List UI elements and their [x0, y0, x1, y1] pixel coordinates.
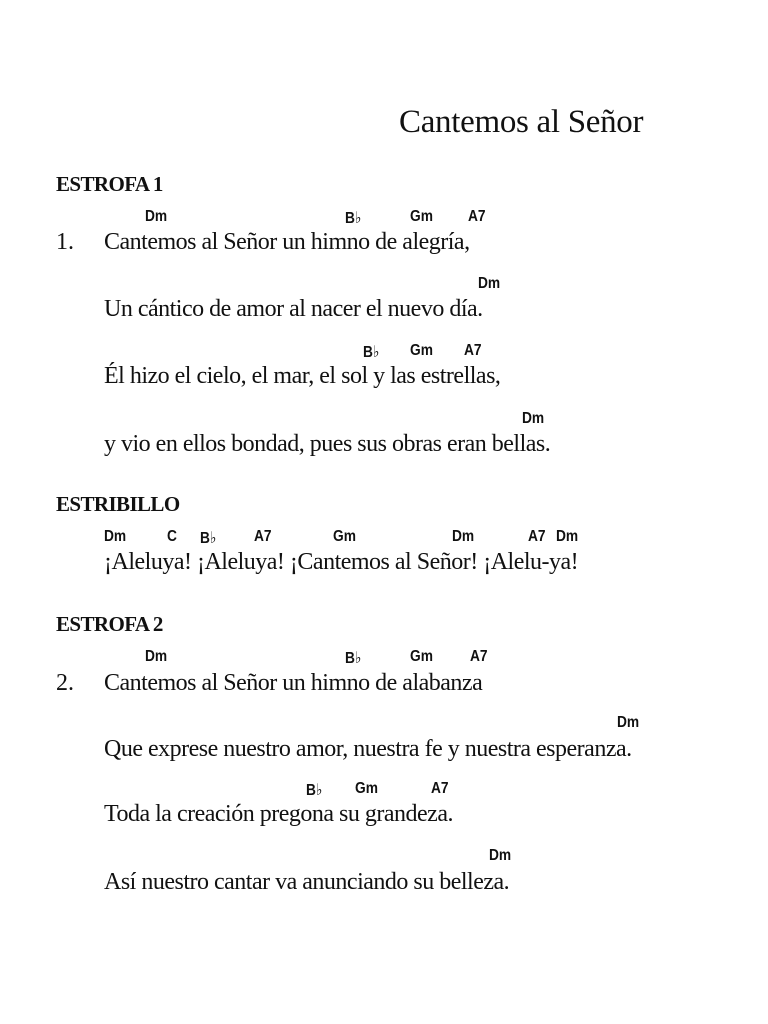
- lyric-line: ¡Aleluya! ¡Aleluya! ¡Cantemos al Señor! ¡Alelu-ya!: [104, 549, 579, 575]
- chord: Gm: [355, 780, 378, 797]
- lyric-line: Cantemos al Señor un himno de alabanza: [104, 670, 483, 696]
- chord: Gm: [410, 648, 433, 665]
- section-heading-estrofa-2: ESTROFA 2: [56, 612, 163, 636]
- chord: A7: [431, 780, 449, 797]
- lyric-line: Así nuestro cantar va anunciando su belleza.: [104, 869, 510, 895]
- section-heading-estrofa-1: ESTROFA 1: [56, 172, 163, 196]
- lyric-line: Cantemos al Señor un himno de alegría,: [104, 229, 470, 255]
- chord: A7: [254, 528, 272, 545]
- lyric-line: Que exprese nuestro amor, nuestra fe y nuestra esperanza.: [104, 736, 632, 762]
- lyric-line: Él hizo el cielo, el mar, el sol y las estrellas,: [104, 363, 501, 389]
- verse-number-1: 1.: [56, 229, 74, 255]
- chord: Dm: [104, 528, 127, 545]
- chord: Dm: [145, 208, 168, 225]
- lyric-line: y vio en ellos bondad, pues sus obras eran bellas.: [104, 431, 551, 457]
- chord: Dm: [452, 528, 475, 545]
- chord: A7: [464, 342, 482, 359]
- chord: Dm: [617, 714, 640, 731]
- chord: B♭: [306, 782, 323, 799]
- chord: B♭: [345, 650, 362, 667]
- song-title: Cantemos al Señor: [399, 104, 644, 140]
- verse-number-2: 2.: [56, 670, 74, 696]
- chord: Gm: [333, 528, 356, 545]
- chord: Dm: [522, 410, 545, 427]
- lyric-line: Un cántico de amor al nacer el nuevo día.: [104, 296, 483, 322]
- chord: Dm: [145, 648, 168, 665]
- chord: C: [167, 528, 177, 545]
- lyric-line: Toda la creación pregona su grandeza.: [104, 801, 453, 827]
- chord: B♭: [345, 210, 362, 227]
- chord: A7: [470, 648, 488, 665]
- chord: A7: [468, 208, 486, 225]
- chord: A7: [528, 528, 546, 545]
- chord: B♭: [363, 344, 380, 361]
- chord: Dm: [556, 528, 579, 545]
- section-heading-estribillo: ESTRIBILLO: [56, 492, 180, 516]
- chord: Gm: [410, 208, 433, 225]
- chord: B♭: [200, 530, 217, 547]
- chord: Dm: [478, 275, 501, 292]
- chord: Gm: [410, 342, 433, 359]
- chord: Dm: [489, 847, 512, 864]
